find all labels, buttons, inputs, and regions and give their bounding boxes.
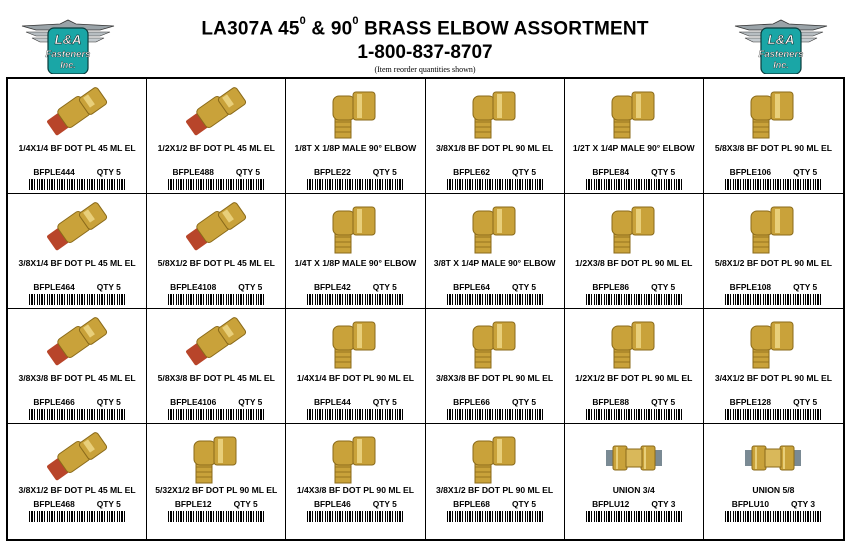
barcode-icon: [307, 179, 403, 190]
part-info: [8, 499, 146, 509]
part-number: BFPLE4108: [170, 282, 217, 292]
logo-text-mid: Fasteners: [45, 49, 91, 60]
barcode-icon: [29, 294, 125, 305]
elbow-90-icon: [704, 85, 843, 141]
part-info: [565, 282, 703, 292]
part-number: BFPLE12: [174, 499, 212, 509]
part-info: [8, 397, 146, 407]
part-info: [426, 499, 564, 509]
elbow-45-icon: [8, 315, 146, 371]
part-number: BFPLE88: [592, 397, 630, 407]
elbow-90-icon: [704, 200, 843, 256]
reorder-quantity: QTY 3: [651, 499, 676, 509]
part-info: [565, 167, 703, 177]
product-cell: [704, 194, 843, 309]
logo-text-bottom: Inc.: [60, 60, 76, 70]
part-info: [147, 282, 285, 292]
phone-number: 1-800-837-8707: [357, 42, 493, 64]
elbow-90-icon: [286, 315, 424, 371]
elbow-90-icon: [286, 200, 424, 256]
reorder-quantity: QTY 5: [238, 397, 263, 407]
reorder-quantity: QTY 5: [96, 499, 121, 509]
part-number: BFPLE128: [729, 397, 772, 407]
reorder-quantity: QTY 5: [651, 397, 676, 407]
barcode-icon: [307, 294, 403, 305]
reorder-quantity: QTY 5: [372, 282, 397, 292]
elbow-90-icon: [426, 430, 564, 486]
reorder-quantity: QTY 5: [372, 167, 397, 177]
product-cell: [426, 424, 565, 539]
barcode-icon: [586, 179, 682, 190]
barcode-icon: [29, 409, 125, 420]
part-info: [565, 397, 703, 407]
barcode-icon: [168, 294, 264, 305]
barcode-icon: [168, 511, 264, 522]
part-info: [286, 397, 424, 407]
part-number: BFPLE84: [592, 167, 630, 177]
part-number: BFPLE464: [33, 282, 75, 292]
part-number: BFPLE466: [33, 397, 75, 407]
elbow-90-icon: [426, 315, 564, 371]
reorder-quantity: QTY 3: [791, 499, 816, 509]
logo-text-top: L&A: [767, 32, 795, 47]
part-info: [286, 499, 424, 509]
part-number: BFPLU10: [731, 499, 769, 509]
company-logo: [733, 10, 829, 74]
part-info: [147, 167, 285, 177]
elbow-90-icon: [565, 315, 703, 371]
product-description: 3/4X1/2 BF DOT PL 90 ML EL: [714, 373, 832, 383]
reorder-quantity: QTY 5: [793, 397, 818, 407]
part-info: [286, 282, 424, 292]
product-cell: [8, 79, 147, 194]
product-description: 1/4X1/4 BF DOT PL 90 ML EL: [296, 373, 414, 383]
title-part: BRASS ELBOW ASSORTMENT: [358, 18, 649, 40]
product-description: 3/8X1/2 BF DOT PL 45 ML EL: [18, 485, 136, 495]
barcode-icon: [29, 179, 125, 190]
product-description: 3/8X1/8 BF DOT PL 90 ML EL: [435, 143, 554, 153]
elbow-45-icon: [8, 200, 146, 256]
barcode-icon: [447, 511, 543, 522]
barcode-icon: [725, 409, 821, 420]
barcode-icon: [725, 511, 821, 522]
part-number: BFPLE444: [33, 167, 75, 177]
part-info: [704, 499, 843, 509]
part-number: BFPLE106: [729, 167, 772, 177]
part-number: BFPLE488: [172, 167, 214, 177]
elbow-45-icon: [147, 315, 285, 371]
page-title: [130, 15, 720, 40]
product-cell: [147, 194, 286, 309]
product-cell: [8, 194, 147, 309]
product-cell: [286, 79, 425, 194]
product-description: 3/8X1/4 BF DOT PL 45 ML EL: [18, 258, 136, 268]
reorder-quantity: QTY 5: [511, 282, 536, 292]
part-number: BFPLE22: [313, 167, 351, 177]
product-cell: [147, 309, 286, 424]
product-cell: [286, 424, 425, 539]
part-number: BFPLE62: [453, 167, 490, 177]
barcode-icon: [447, 409, 543, 420]
product-cell: [147, 424, 286, 539]
barcode-icon: [725, 294, 821, 305]
part-info: [704, 282, 843, 292]
reorder-quantity: QTY 5: [96, 282, 121, 292]
part-number: BFPLU12: [592, 499, 630, 509]
product-description: 5/8X3/8 BF DOT PL 45 ML EL: [157, 373, 275, 383]
reorder-quantity: QTY 5: [511, 397, 536, 407]
product-description: 1/4T X 1/8P MALE 90° ELBOW: [294, 258, 417, 268]
barcode-icon: [307, 409, 403, 420]
logo-text-mid: Fasteners: [758, 49, 804, 60]
product-cell: [565, 424, 704, 539]
part-info: [147, 397, 285, 407]
product-cell: [8, 424, 147, 539]
reorder-quantity: QTY 5: [372, 499, 397, 509]
part-number: BFPLE46: [313, 499, 351, 509]
barcode-icon: [168, 409, 264, 420]
part-info: [8, 167, 146, 177]
product-description: 5/8X1/2 BF DOT PL 90 ML EL: [714, 258, 832, 268]
product-cell: [426, 309, 565, 424]
barcode-icon: [586, 294, 682, 305]
product-cell: [704, 424, 843, 539]
reorder-quantity: QTY 5: [238, 282, 263, 292]
barcode-icon: [586, 409, 682, 420]
elbow-90-icon: [426, 200, 564, 256]
barcode-icon: [725, 179, 821, 190]
product-cell: [565, 309, 704, 424]
product-cell: [286, 309, 425, 424]
reorder-quantity: QTY 5: [793, 167, 818, 177]
elbow-90-icon: [704, 315, 843, 371]
product-cell: [426, 79, 565, 194]
product-description: 1/2X1/2 BF DOT PL 90 ML EL: [575, 373, 693, 383]
product-description: 5/8X3/8 BF DOT PL 90 ML EL: [714, 143, 832, 153]
elbow-90-icon: [426, 85, 564, 141]
product-description: 3/8X3/8 BF DOT PL 90 ML EL: [435, 373, 554, 383]
elbow-90-icon: [286, 85, 424, 141]
barcode-icon: [307, 511, 403, 522]
reorder-quantity: QTY 5: [651, 167, 676, 177]
product-cell: [286, 194, 425, 309]
part-info: [286, 167, 424, 177]
elbow-45-icon: [147, 85, 285, 141]
product-cell: [704, 309, 843, 424]
barcode-icon: [586, 511, 682, 522]
title-part: & 90: [305, 18, 353, 40]
union-icon: [565, 430, 703, 486]
product-description: 1/2T X 1/4P MALE 90° ELBOW: [572, 143, 695, 153]
part-info: [426, 397, 564, 407]
product-description: UNION 3/4: [612, 485, 655, 495]
elbow-90-icon: [286, 430, 424, 486]
part-number: BFPLE86: [592, 282, 630, 292]
part-number: BFPLE42: [313, 282, 351, 292]
part-number: BFPLE4106: [170, 397, 217, 407]
part-number: BFPLE68: [453, 499, 490, 509]
degree-mark: 0: [299, 15, 306, 27]
reorder-quantity: QTY 5: [793, 282, 818, 292]
reorder-quantity: QTY 5: [96, 397, 121, 407]
product-cell: [565, 79, 704, 194]
product-description: 3/8X1/2 BF DOT PL 90 ML EL: [435, 485, 554, 495]
product-description: 1/4X1/4 BF DOT PL 45 ML EL: [18, 143, 136, 153]
elbow-90-icon: [147, 430, 285, 486]
product-cell: [8, 309, 147, 424]
part-info: [147, 499, 285, 509]
product-description: 1/2X3/8 BF DOT PL 90 ML EL: [575, 258, 693, 268]
part-info: [426, 282, 564, 292]
reorder-quantity: QTY 5: [372, 397, 397, 407]
reorder-quantity: QTY 5: [511, 499, 536, 509]
reorder-note: (Item reorder quantities shown): [374, 65, 476, 75]
product-grid: [6, 77, 845, 541]
part-number: BFPLE44: [313, 397, 351, 407]
reorder-quantity: QTY 5: [651, 282, 676, 292]
barcode-icon: [447, 179, 543, 190]
part-info: [8, 282, 146, 292]
part-number: BFPLE64: [453, 282, 490, 292]
barcode-icon: [447, 294, 543, 305]
union-icon: [704, 430, 843, 486]
product-cell: [565, 194, 704, 309]
elbow-45-icon: [8, 85, 146, 141]
reorder-quantity: QTY 5: [235, 167, 260, 177]
product-cell: [426, 194, 565, 309]
part-info: [426, 167, 564, 177]
part-info: [565, 499, 703, 509]
product-description: 5/8X1/2 BF DOT PL 45 ML EL: [157, 258, 275, 268]
degree-mark: 0: [352, 15, 359, 27]
product-cell: [704, 79, 843, 194]
product-description: 3/8X3/8 BF DOT PL 45 ML EL: [18, 373, 136, 383]
elbow-90-icon: [565, 85, 703, 141]
product-description: 1/8T X 1/8P MALE 90° ELBOW: [294, 143, 417, 153]
header: [0, 0, 850, 76]
part-number: BFPLE468: [33, 499, 75, 509]
reorder-quantity: QTY 5: [96, 167, 121, 177]
title-part: LA307A 45: [201, 18, 300, 40]
reorder-quantity: QTY 5: [511, 167, 536, 177]
elbow-45-icon: [147, 200, 285, 256]
product-description: 5/32X1/2 BF DOT PL 90 ML EL: [155, 485, 278, 495]
part-info: [704, 167, 843, 177]
part-number: BFPLE66: [453, 397, 490, 407]
barcode-icon: [29, 511, 125, 522]
title-block: [130, 15, 720, 75]
logo-text-top: L&A: [54, 32, 82, 47]
elbow-90-icon: [565, 200, 703, 256]
company-logo: [20, 10, 116, 74]
elbow-45-icon: [8, 430, 146, 486]
part-number: BFPLE108: [729, 282, 772, 292]
barcode-icon: [168, 179, 264, 190]
part-info: [704, 397, 843, 407]
reorder-quantity: QTY 5: [233, 499, 258, 509]
product-cell: [147, 79, 286, 194]
product-description: 3/8T X 1/4P MALE 90° ELBOW: [433, 258, 556, 268]
product-description: 1/4X3/8 BF DOT PL 90 ML EL: [296, 485, 414, 495]
logo-text-bottom: Inc.: [773, 60, 789, 70]
product-description: 1/2X1/2 BF DOT PL 45 ML EL: [157, 143, 275, 153]
product-description: UNION 5/8: [752, 485, 795, 495]
